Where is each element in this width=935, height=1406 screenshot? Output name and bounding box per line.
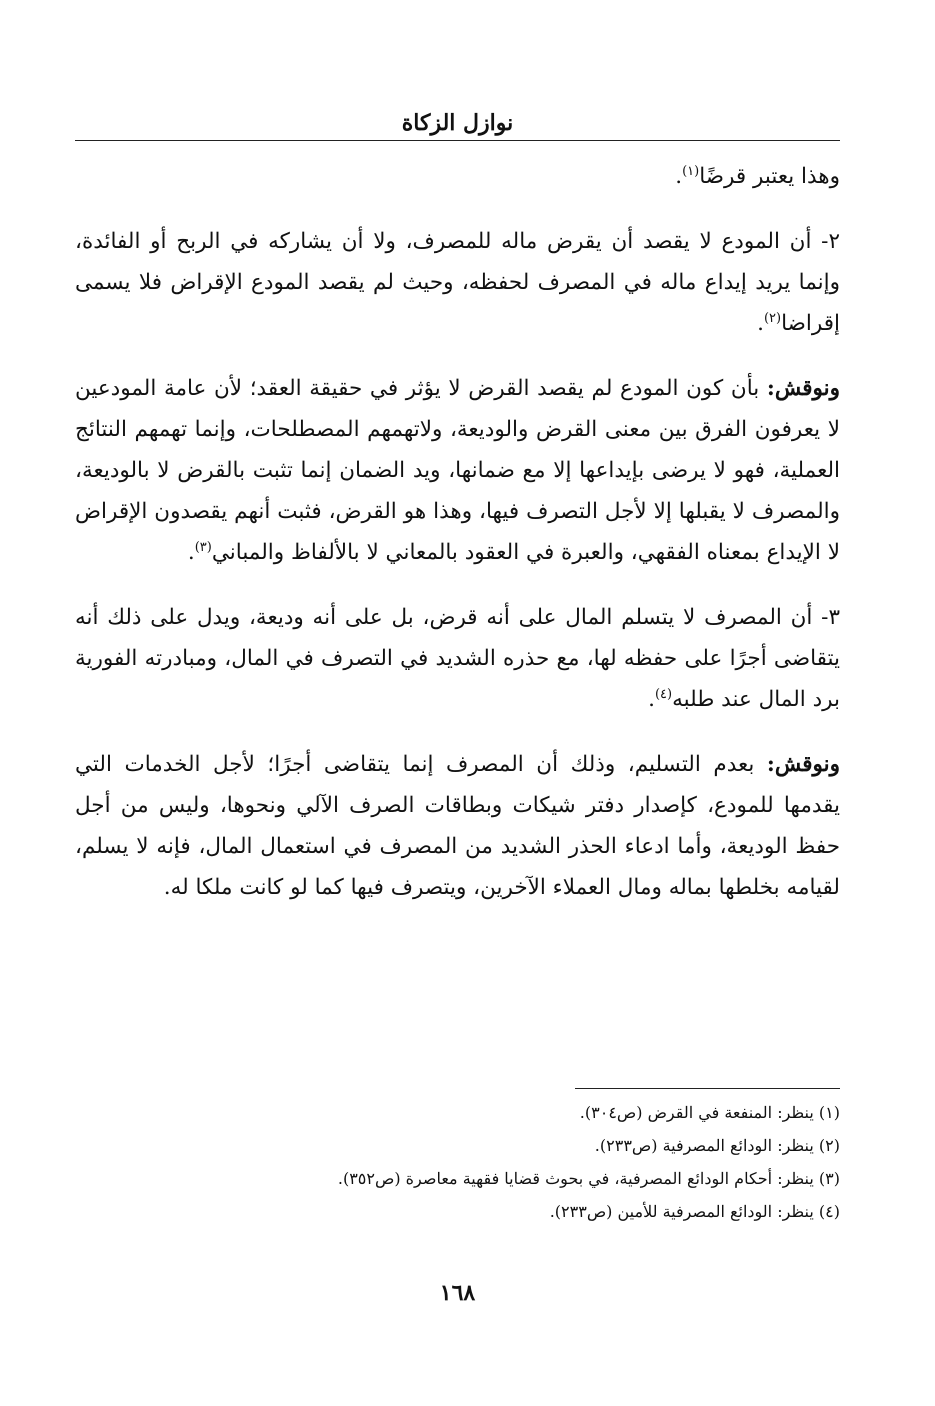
paragraph-2 (75, 221, 840, 344)
footnote-divider (575, 1088, 840, 1089)
paragraph-5-lead: ونوقش: (766, 752, 840, 777)
footnotes (75, 1096, 840, 1228)
paragraph-4-text: ٣- أن المصرف لا يتسلم المال على أنه قرض، بل على أنه وديعة، ويدل على ذلك أنه يتقاضى أجرًا على حفظه لها، مع حذره الشديد في التصرف في المال، ومبادرته الفورية برد المال عند طلبه (75, 605, 840, 712)
footnote-item: (٣) ينظر: أحكام الودائع المصرفية، في بحوث قضايا فقهية معاصرة (ص٣٥٢). (337, 1169, 840, 1188)
main-text (75, 156, 840, 932)
header-divider (75, 140, 840, 141)
footnote-ref-4: (٤) (654, 686, 673, 702)
paragraph-1-end: . (675, 164, 683, 189)
footnote-item: (٤) ينظر: الودائع المصرفية للأمين (ص٢٣٣). (549, 1202, 840, 1221)
footnote-item: (٢) ينظر: الودائع المصرفية (ص٢٣٣). (594, 1136, 840, 1155)
paragraph-5-text: بعدم التسليم، وذلك أن المصرف إنما يتقاضى أجرًا؛ لأجل الخدمات التي يقدمها للمودع، كإصدار دفتر شيكات وبطاقات الصرف الآلي ونحوها، وليس من أجل حفظ الوديعة، وأما ادعاء الحذر الشديد من المصرف في استعمال المال، فإنه لا يسلم، لقيامه بخلطها بماله ومال العملاء الآخرين، ويتصرف فيها كما لو كانت ملكا له. (75, 752, 840, 900)
footnote-ref-1: (١) (682, 163, 700, 179)
paragraph-2-end: . (757, 311, 764, 336)
page-number: ١٦٨ (439, 1280, 476, 1306)
footnote-ref-2: (٢) (763, 310, 782, 326)
paragraph-3-end: . (187, 540, 195, 565)
paragraph-4 (75, 597, 840, 720)
paragraph-4-end: . (648, 687, 655, 712)
running-header-title: نوازل الزكاة (401, 110, 514, 136)
footnote-item: (١) ينظر: المنفعة في القرض (ص٣٠٤). (579, 1103, 840, 1122)
footnote-ref-3: (٣) (194, 539, 212, 555)
paragraph-1 (75, 156, 840, 197)
paragraph-2-text: ٢- أن المودع لا يقصد أن يقرض ماله للمصرف، ولا أن يشاركه في الربح أو الفائدة، وإنما يريد إيداع ماله في المصرف لحفظه، وحيث لم يقصد المودع الإقراض فلا يسمى إقراضا (75, 229, 840, 336)
paragraph-1-text: وهذا يعتبر قرضًا (699, 164, 840, 189)
paragraph-5 (75, 744, 840, 908)
paragraph-3-text: بأن كون المودع لم يقصد القرض لا يؤثر في حقيقة العقد؛ لأن عامة المودعين لا يعرفون الفرق بين معنى القرض والوديعة، ولاتهمهم المصطلحات، وإنما تهمهم النتائج العملية، فهو لا يرضى بإيداعها إلا مع ضمانها، ويد الضمان إنما تثبت بالقرض لا بالوديعة، والمصرف لا يقبلها إلا لأجل التصرف فيها، وهذا هو القرض، فثبت أنهم يقصدون الإقراض لا الإيداع بمعناه الفقهي، والعبرة في العقود بالمعاني لا بالألفاظ والمباني (75, 376, 840, 565)
paragraph-3-lead: ونوقش: (766, 376, 840, 401)
paragraph-3 (75, 368, 840, 573)
